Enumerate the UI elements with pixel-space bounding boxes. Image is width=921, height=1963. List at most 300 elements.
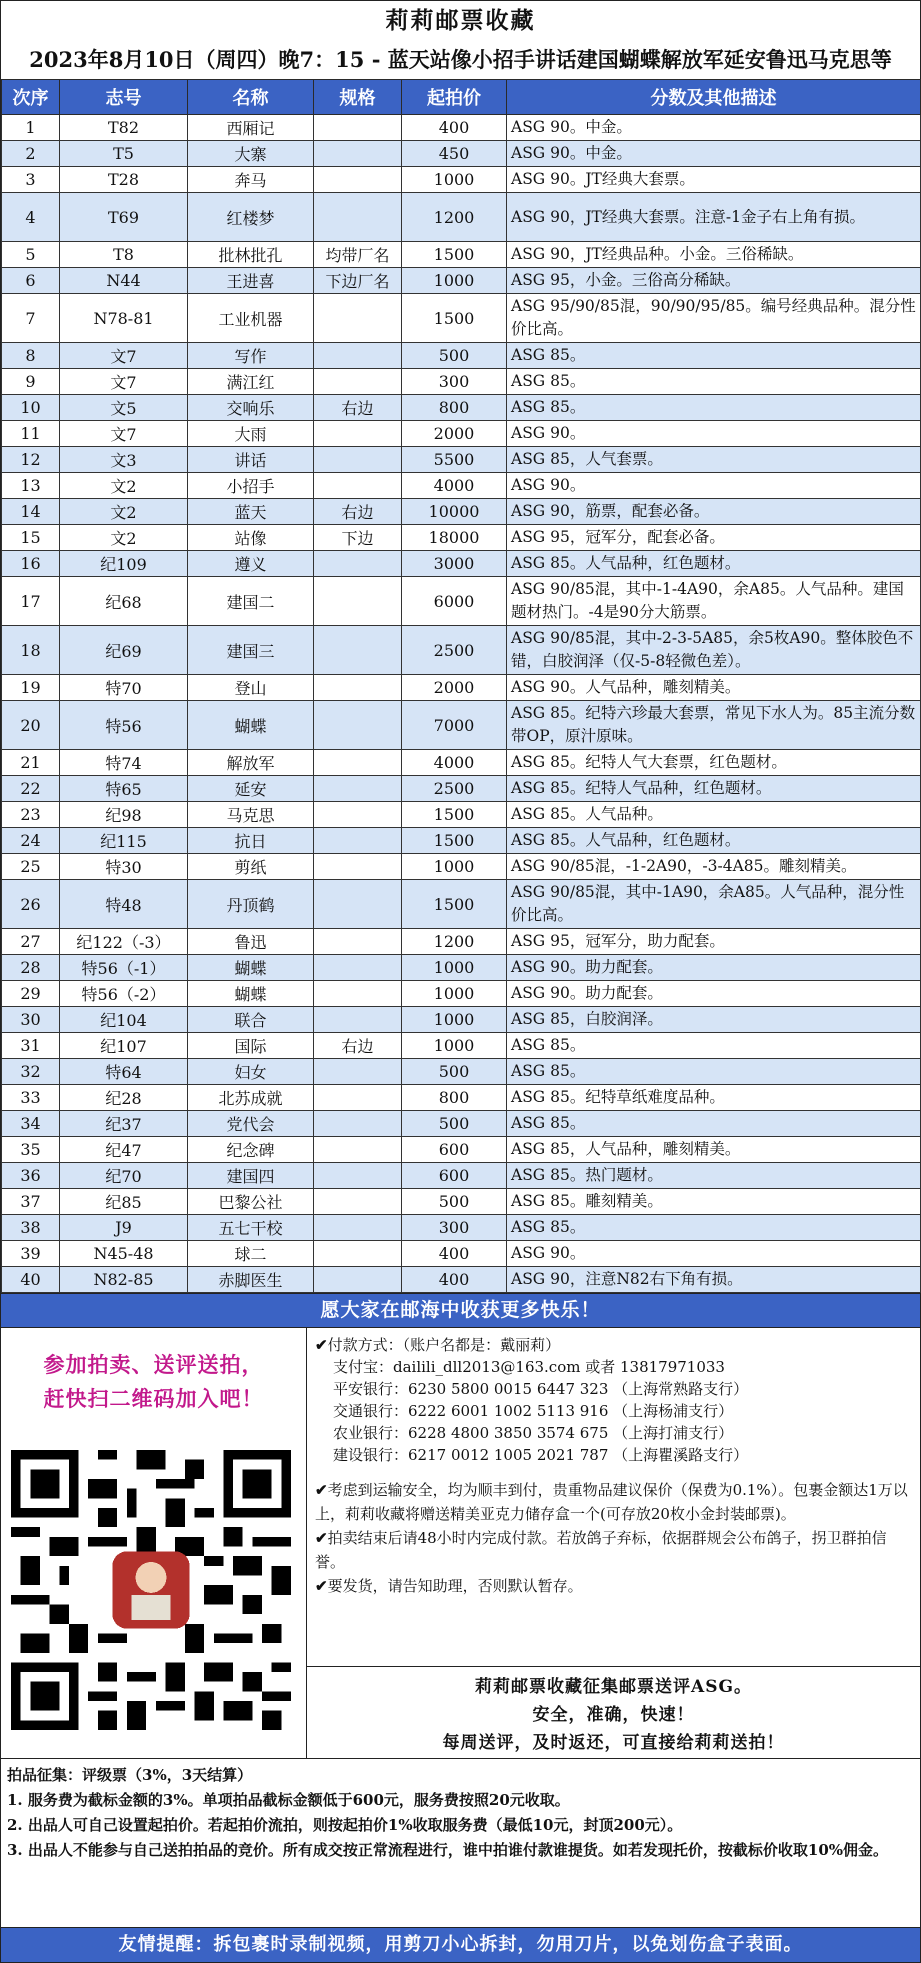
cell-code: 特56	[60, 701, 188, 750]
cell-code: 纪69	[60, 626, 188, 675]
cell-description: ASG 85。人气品种，红色题材。	[507, 551, 921, 577]
cell-name: 交响乐	[188, 395, 314, 421]
lots-table-body	[2, 115, 921, 1293]
cell-lot-no: 19	[2, 675, 60, 701]
cell-name: 蝴蝶	[188, 701, 314, 750]
cell-spec	[314, 1137, 402, 1163]
col-header-desc: 分数及其他描述	[507, 80, 921, 115]
cell-lot-no: 36	[2, 1163, 60, 1189]
cell-name: 大寨	[188, 141, 314, 167]
cell-lot-no: 38	[2, 1215, 60, 1241]
cell-description: ASG 85。热门题材。	[507, 1163, 921, 1189]
cell-spec	[314, 141, 402, 167]
cell-description: ASG 90。人气品种，雕刻精美。	[507, 675, 921, 701]
cell-code: T69	[60, 193, 188, 242]
cell-description: ASG 90/85混，其中-1A90，余A85。人气品种，混分性价比高。	[507, 880, 921, 929]
account-pingan[interactable]: 平安银行：6230 5800 0015 6447 323 （上海常熟路支行）	[333, 1380, 749, 1398]
cell-name: 解放军	[188, 750, 314, 776]
cell-spec	[314, 294, 402, 343]
cell-start-price: 400	[402, 1267, 507, 1293]
cell-start-price: 2000	[402, 675, 507, 701]
collect-line-1: 莉莉邮票收藏征集邮票送评ASG。	[475, 1677, 752, 1697]
col-header-spec: 规格	[314, 80, 402, 115]
cell-start-price: 300	[402, 369, 507, 395]
cell-code: 文2	[60, 473, 188, 499]
promo-panel	[1, 1328, 307, 1758]
cell-name: 小招手	[188, 473, 314, 499]
cell-spec: 右边	[314, 499, 402, 525]
account-bocom[interactable]: 交通银行：6222 6001 1002 5113 916 （上海杨浦支行）	[333, 1402, 734, 1420]
cell-code: T8	[60, 242, 188, 268]
cell-name: 巴黎公社	[188, 1189, 314, 1215]
cell-start-price: 500	[402, 1059, 507, 1085]
cell-description: ASG 95/90/85混，90/90/95/85。编号经典品种。混分性价比高。	[507, 294, 921, 343]
cell-name: 满江红	[188, 369, 314, 395]
cell-start-price: 500	[402, 1111, 507, 1137]
table-row	[2, 1007, 921, 1033]
table-row	[2, 880, 921, 929]
cell-name: 北苏成就	[188, 1085, 314, 1111]
cell-spec: 右边	[314, 395, 402, 421]
cell-description: ASG 90。	[507, 473, 921, 499]
cell-lot-no: 22	[2, 776, 60, 802]
col-header-name: 名称	[188, 80, 314, 115]
cell-lot-no: 10	[2, 395, 60, 421]
cell-start-price: 1500	[402, 828, 507, 854]
table-row	[2, 343, 921, 369]
table-row	[2, 750, 921, 776]
cell-lot-no: 1	[2, 115, 60, 141]
cell-spec	[314, 854, 402, 880]
cell-description: ASG 85，人气套票。	[507, 447, 921, 473]
cell-name: 建国三	[188, 626, 314, 675]
payment-panel	[307, 1328, 920, 1758]
cell-name: 马克思	[188, 802, 314, 828]
cell-description: ASG 85，白胶润泽。	[507, 1007, 921, 1033]
collect-banner	[307, 1666, 920, 1758]
cell-start-price: 600	[402, 1137, 507, 1163]
cell-code: 文7	[60, 343, 188, 369]
table-row	[2, 1033, 921, 1059]
col-header-price: 起拍价	[402, 80, 507, 115]
table-row	[2, 141, 921, 167]
cell-spec	[314, 828, 402, 854]
table-row	[2, 268, 921, 294]
cell-spec	[314, 1267, 402, 1293]
cell-description: ASG 85。	[507, 395, 921, 421]
cell-spec	[314, 577, 402, 626]
check-icon: ✔	[315, 1577, 328, 1595]
cell-start-price: 450	[402, 141, 507, 167]
cell-description: ASG 85。人气品种。	[507, 802, 921, 828]
cell-spec	[314, 776, 402, 802]
table-row	[2, 1241, 921, 1267]
page-subtitle: 2023年8月10日（周四）晚7：15 - 蓝天站像小招手讲话建国蝴蝶解放军延安鲁迅马克思等	[29, 47, 892, 72]
note-payment-deadline: 拍卖结束后请48小时内完成付款。若放鸽子弃标，依据群规会公布鸽子，拐卫群拍信誉。	[315, 1529, 887, 1571]
cell-lot-no: 16	[2, 551, 60, 577]
cell-name: 大雨	[188, 421, 314, 447]
table-row	[2, 802, 921, 828]
cell-description: ASG 85。纪特人气品种，红色题材。	[507, 776, 921, 802]
check-icon: ✔	[315, 1529, 328, 1547]
cell-description: ASG 90。助力配套。	[507, 981, 921, 1007]
cell-name: 联合	[188, 1007, 314, 1033]
cell-start-price: 7000	[402, 701, 507, 750]
cell-name: 鲁迅	[188, 929, 314, 955]
table-row	[2, 167, 921, 193]
cell-lot-no: 39	[2, 1241, 60, 1267]
cell-code: 文7	[60, 369, 188, 395]
cell-start-price: 600	[402, 1163, 507, 1189]
table-row	[2, 447, 921, 473]
cell-lot-no: 5	[2, 242, 60, 268]
cell-description: ASG 90/85混，其中-2-3-5A85，余5枚A90。整体胶色不错，白胶润泽（仅-5-8轻微色差）。	[507, 626, 921, 675]
cell-code: T5	[60, 141, 188, 167]
page-title: 莉莉邮票收藏	[385, 7, 536, 34]
cell-lot-no: 9	[2, 369, 60, 395]
cell-code: 特64	[60, 1059, 188, 1085]
cell-lot-no: 25	[2, 854, 60, 880]
cell-code: 文2	[60, 499, 188, 525]
cell-name: 蝴蝶	[188, 981, 314, 1007]
cell-name: 妇女	[188, 1059, 314, 1085]
cell-start-price: 6000	[402, 577, 507, 626]
check-icon: ✔	[315, 1481, 328, 1499]
cell-code: 纪28	[60, 1085, 188, 1111]
note-shipping: 考虑到运输安全，均为顺丰到付，贵重物品建议保价（保费为0.1%）。包裹金额达1万以上，莉莉收藏将赠送精美亚克力储存盒一个(可存放20枚小金封装邮票)。	[315, 1481, 908, 1523]
cell-name: 国际	[188, 1033, 314, 1059]
cell-start-price: 500	[402, 1189, 507, 1215]
cell-lot-no: 18	[2, 626, 60, 675]
cell-spec	[314, 369, 402, 395]
cell-spec	[314, 115, 402, 141]
cell-description: ASG 90/85混，其中-1-4A90，余A85。人气品种。建国题材热门。-4是90分大筋票。	[507, 577, 921, 626]
cell-start-price: 1500	[402, 802, 507, 828]
cell-start-price: 4000	[402, 473, 507, 499]
cell-lot-no: 24	[2, 828, 60, 854]
table-header-row	[2, 80, 921, 115]
cell-name: 建国四	[188, 1163, 314, 1189]
cell-description: ASG 90，JT经典品种。小金。三俗稀缺。	[507, 242, 921, 268]
cell-lot-no: 13	[2, 473, 60, 499]
account-alipay[interactable]: 支付宝：dailili_dll2013@163.com 或者 13817971033	[333, 1358, 725, 1376]
cell-spec	[314, 802, 402, 828]
cell-start-price: 2500	[402, 776, 507, 802]
cell-spec	[314, 701, 402, 750]
cell-lot-no: 15	[2, 525, 60, 551]
cell-spec	[314, 1059, 402, 1085]
footer-reminder: 友情提醒：拆包裹时录制视频，用剪刀小心拆封，勿用刀片，以免划伤盒子表面。	[1, 1927, 920, 1962]
cell-spec: 下边厂名	[314, 268, 402, 294]
cell-code: 特56（-2）	[60, 981, 188, 1007]
cell-lot-no: 8	[2, 343, 60, 369]
cell-start-price: 4000	[402, 750, 507, 776]
cell-lot-no: 37	[2, 1189, 60, 1215]
table-row	[2, 115, 921, 141]
cell-code: 特30	[60, 854, 188, 880]
cell-start-price: 1000	[402, 854, 507, 880]
promo-text	[1, 1328, 306, 1416]
table-row	[2, 1267, 921, 1293]
cell-code: 文2	[60, 525, 188, 551]
cell-code: 纪98	[60, 802, 188, 828]
cell-code: N82-85	[60, 1267, 188, 1293]
table-row	[2, 828, 921, 854]
cell-name: 丹顶鹤	[188, 880, 314, 929]
cell-spec	[314, 750, 402, 776]
cell-lot-no: 14	[2, 499, 60, 525]
cell-description: ASG 90，筋票，配套必备。	[507, 499, 921, 525]
shipping-notes	[315, 1478, 912, 1598]
cell-lot-no: 26	[2, 880, 60, 929]
table-row	[2, 577, 921, 626]
cell-name: 红楼梦	[188, 193, 314, 242]
cell-start-price: 500	[402, 343, 507, 369]
collect-line-2: 安全，准确，快速！	[532, 1705, 695, 1725]
collect-line-3: 每周送评，及时返还，可直接给莉莉送拍！	[442, 1733, 785, 1753]
cell-spec	[314, 981, 402, 1007]
cell-description: ASG 90。	[507, 1241, 921, 1267]
table-row	[2, 1163, 921, 1189]
table-row	[2, 193, 921, 242]
cell-name: 五七干校	[188, 1215, 314, 1241]
cell-start-price: 800	[402, 1085, 507, 1111]
table-row	[2, 473, 921, 499]
table-row	[2, 1085, 921, 1111]
cell-code: 纪37	[60, 1111, 188, 1137]
cell-name: 延安	[188, 776, 314, 802]
cell-spec	[314, 551, 402, 577]
check-icon: ✔	[315, 1336, 328, 1354]
cell-code: 文7	[60, 421, 188, 447]
rules-section	[1, 1759, 920, 1867]
cell-name: 球二	[188, 1241, 314, 1267]
cell-spec	[314, 1215, 402, 1241]
cell-start-price: 2000	[402, 421, 507, 447]
cell-code: 纪68	[60, 577, 188, 626]
cell-description: ASG 85。人气品种，红色题材。	[507, 828, 921, 854]
cell-code: N44	[60, 268, 188, 294]
cell-lot-no: 11	[2, 421, 60, 447]
cell-start-price: 1000	[402, 1007, 507, 1033]
table-row	[2, 1111, 921, 1137]
cell-start-price: 18000	[402, 525, 507, 551]
cell-lot-no: 6	[2, 268, 60, 294]
cell-lot-no: 12	[2, 447, 60, 473]
cell-lot-no: 32	[2, 1059, 60, 1085]
cell-name: 工业机器	[188, 294, 314, 343]
cell-code: 纪104	[60, 1007, 188, 1033]
lots-table	[1, 79, 921, 1293]
cell-code: 特65	[60, 776, 188, 802]
cell-start-price: 1500	[402, 294, 507, 343]
cell-start-price: 400	[402, 115, 507, 141]
rules-title: 拍品征集：评级票（3%，3天结算）	[7, 1766, 253, 1784]
rule-item: 2. 出品人可自己设置起拍价。若起拍价流拍，则按起拍价1%收取服务费（最低10元，封顶200元）。	[7, 1816, 683, 1834]
payment-info	[307, 1328, 920, 1666]
cell-description: ASG 90。中金。	[507, 115, 921, 141]
cell-lot-no: 29	[2, 981, 60, 1007]
cell-name: 遵义	[188, 551, 314, 577]
wish-banner: 愿大家在邮海中收获更多快乐！	[1, 1293, 920, 1328]
cell-name: 王进喜	[188, 268, 314, 294]
table-row	[2, 421, 921, 447]
payment-title: 付款方式：（账户名都是：戴丽莉）	[327, 1336, 561, 1354]
cell-lot-no: 21	[2, 750, 60, 776]
cell-start-price: 1000	[402, 167, 507, 193]
cell-lot-no: 20	[2, 701, 60, 750]
cell-name: 抗日	[188, 828, 314, 854]
cell-spec	[314, 1189, 402, 1215]
table-row	[2, 776, 921, 802]
qr-code-icon[interactable]	[11, 1450, 291, 1730]
cell-lot-no: 35	[2, 1137, 60, 1163]
cell-lot-no: 33	[2, 1085, 60, 1111]
cell-description: ASG 85。纪特六珍最大套票，常见下水人为。85主流分数带OP，原汁原味。	[507, 701, 921, 750]
table-row	[2, 701, 921, 750]
cell-start-price: 2500	[402, 626, 507, 675]
cell-description: ASG 85。	[507, 369, 921, 395]
cell-description: ASG 85，人气品种，雕刻精美。	[507, 1137, 921, 1163]
cell-name: 西厢记	[188, 115, 314, 141]
cell-code: 纪107	[60, 1033, 188, 1059]
cell-description: ASG 90。JT经典大套票。	[507, 167, 921, 193]
cell-lot-no: 31	[2, 1033, 60, 1059]
cell-spec	[314, 1241, 402, 1267]
cell-start-price: 1000	[402, 955, 507, 981]
cell-spec	[314, 343, 402, 369]
cell-spec	[314, 929, 402, 955]
cell-start-price: 800	[402, 395, 507, 421]
cell-start-price: 1200	[402, 929, 507, 955]
cell-lot-no: 34	[2, 1111, 60, 1137]
cell-description: ASG 85。纪特草纸难度品种。	[507, 1085, 921, 1111]
cell-description: ASG 90，JT经典大套票。注意-1金子右上角有损。	[507, 193, 921, 242]
cell-lot-no: 3	[2, 167, 60, 193]
table-row	[2, 551, 921, 577]
table-row	[2, 499, 921, 525]
cell-description: ASG 85。雕刻精美。	[507, 1189, 921, 1215]
cell-code: 文5	[60, 395, 188, 421]
cell-spec	[314, 447, 402, 473]
cell-lot-no: 17	[2, 577, 60, 626]
cell-name: 建国二	[188, 577, 314, 626]
account-ccb[interactable]: 建设银行：6217 0012 1005 2021 787 （上海瞿溪路支行）	[333, 1446, 749, 1464]
table-row	[2, 981, 921, 1007]
cell-description: ASG 85。	[507, 1111, 921, 1137]
cell-name: 讲话	[188, 447, 314, 473]
cell-description: ASG 90/85混，-1-2A90，-3-4A85。雕刻精美。	[507, 854, 921, 880]
cell-spec	[314, 880, 402, 929]
cell-code: T82	[60, 115, 188, 141]
cell-description: ASG 95，冠军分，助力配套。	[507, 929, 921, 955]
cell-start-price: 1500	[402, 880, 507, 929]
cell-spec	[314, 1085, 402, 1111]
note-delivery: 要发货，请告知助理，否则默认暂存。	[327, 1577, 583, 1595]
cell-spec	[314, 1163, 402, 1189]
cell-spec	[314, 167, 402, 193]
cell-code: 纪122（-3）	[60, 929, 188, 955]
cell-code: 纪70	[60, 1163, 188, 1189]
cell-name: 党代会	[188, 1111, 314, 1137]
info-section	[1, 1328, 920, 1759]
cell-start-price: 1200	[402, 193, 507, 242]
cell-code: 特70	[60, 675, 188, 701]
cell-start-price: 10000	[402, 499, 507, 525]
cell-spec: 右边	[314, 1033, 402, 1059]
cell-start-price: 3000	[402, 551, 507, 577]
promo-line-1: 参加拍卖、送评送拍，	[43, 1352, 264, 1377]
cell-code: N45-48	[60, 1241, 188, 1267]
cell-code: J9	[60, 1215, 188, 1241]
cell-description: ASG 90。中金。	[507, 141, 921, 167]
cell-code: 特56（-1）	[60, 955, 188, 981]
table-row	[2, 1215, 921, 1241]
cell-spec	[314, 421, 402, 447]
cell-lot-no: 30	[2, 1007, 60, 1033]
cell-name: 蝴蝶	[188, 955, 314, 981]
cell-start-price: 1000	[402, 981, 507, 1007]
cell-spec: 下边	[314, 525, 402, 551]
table-row	[2, 395, 921, 421]
cell-spec: 均带厂名	[314, 242, 402, 268]
cell-start-price: 5500	[402, 447, 507, 473]
cell-name: 写作	[188, 343, 314, 369]
cell-lot-no: 40	[2, 1267, 60, 1293]
cell-code: N78-81	[60, 294, 188, 343]
cell-start-price: 1000	[402, 268, 507, 294]
cell-code: 特74	[60, 750, 188, 776]
cell-name: 登山	[188, 675, 314, 701]
cell-description: ASG 90，注意N82右下角有损。	[507, 1267, 921, 1293]
cell-lot-no: 23	[2, 802, 60, 828]
cell-name: 蓝天	[188, 499, 314, 525]
cell-spec	[314, 626, 402, 675]
table-row	[2, 1189, 921, 1215]
table-row	[2, 626, 921, 675]
cell-start-price: 1500	[402, 242, 507, 268]
cell-description: ASG 90。助力配套。	[507, 955, 921, 981]
table-row	[2, 1059, 921, 1085]
cell-code: T28	[60, 167, 188, 193]
table-row	[2, 242, 921, 268]
account-abc[interactable]: 农业银行：6228 4800 3850 3574 675 （上海打浦支行）	[333, 1424, 734, 1442]
promo-line-2: 赶快扫二维码加入吧！	[43, 1386, 264, 1411]
cell-description: ASG 85。纪特人气大套票，红色题材。	[507, 750, 921, 776]
cell-name: 奔马	[188, 167, 314, 193]
cell-code: 文3	[60, 447, 188, 473]
cell-start-price: 400	[402, 1241, 507, 1267]
table-row	[2, 929, 921, 955]
cell-name: 赤脚医生	[188, 1267, 314, 1293]
cell-lot-no: 28	[2, 955, 60, 981]
cell-code: 纪47	[60, 1137, 188, 1163]
cell-code: 纪109	[60, 551, 188, 577]
cell-lot-no: 7	[2, 294, 60, 343]
cell-lot-no: 2	[2, 141, 60, 167]
cell-description: ASG 95，小金。三俗高分稀缺。	[507, 268, 921, 294]
rule-item: 1. 服务费为截标金额的3%。单项拍品截标金额低于600元，服务费按照20元收取。	[7, 1791, 570, 1809]
col-header-code: 志号	[60, 80, 188, 115]
cell-spec	[314, 1111, 402, 1137]
table-row	[2, 675, 921, 701]
cell-name: 批林批孔	[188, 242, 314, 268]
table-row	[2, 854, 921, 880]
cell-description: ASG 95，冠军分，配套必备。	[507, 525, 921, 551]
cell-code: 纪85	[60, 1189, 188, 1215]
cell-description: ASG 85。	[507, 1059, 921, 1085]
cell-spec	[314, 193, 402, 242]
